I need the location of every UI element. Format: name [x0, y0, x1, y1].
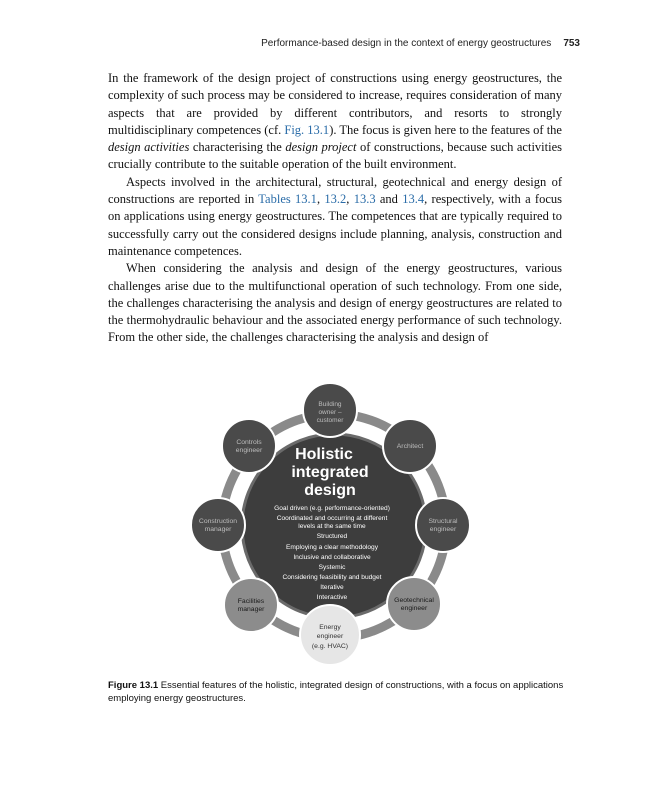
feature-item: Employing a clear methodology: [286, 544, 378, 551]
paragraph-3: When considering the analysis and design of the energy geostructures, various challenges arise due to the multifunctional operation of such technology. From one side, the challenges characterising the analysis and design of energy geostructures are related to the thermohydraulic behaviour and the associated energy performance of such technology. From the other side, the challenges characterising the analysis and design of: [108, 261, 562, 345]
feature-item: levels at the same time: [298, 523, 366, 530]
feature-item: Iterative: [320, 584, 344, 591]
center-title-line-2: integrated: [291, 464, 369, 481]
node-energy-engineer: [300, 605, 360, 665]
p1-text-c: characterising the: [189, 140, 286, 155]
feature-item: Inclusive and collaborative: [293, 554, 371, 561]
p1-text-a: In the framework of the design project of constructions using energy geostructures, the complexity of such process may be considered to increase, requires consideration of many aspects that are provided by different contributors, and resorts to strongly multidisciplinary competences (cf.: [108, 71, 562, 137]
p2-text-a: Aspects involved in the architectural, structural, geotechnical and energy design of constructions are reported in: [108, 174, 562, 207]
p1-text-b: ). The focus is given here to the features of the: [329, 122, 562, 137]
node-label: Energy: [319, 624, 341, 631]
node-label: owner –: [318, 409, 342, 416]
running-title: Performance-based design in the context of energy geostructures: [261, 38, 552, 49]
node-architect: [383, 419, 437, 473]
p2-text-b: , respectively, with a focus on applications using energy geostructures. The competences that are typically required to successfully carry out the considered designs include planning, analysis, construction and maintenance competences.: [108, 192, 563, 258]
running-header: [0, 38, 580, 49]
node-label: engineer: [429, 526, 457, 533]
node-building-owner: [303, 383, 357, 437]
node-label: Controls: [236, 439, 262, 446]
node-label: engineer: [400, 605, 428, 612]
node-label: manager: [204, 526, 232, 533]
p2-sep-2: ,: [346, 192, 354, 207]
feature-item: Goal driven (e.g. performance-oriented): [274, 505, 390, 512]
figure-diagram: [184, 380, 484, 670]
table-link-3[interactable]: 13.3: [353, 192, 376, 207]
p1-text-d: of constructions, because such activities crucially contribute to the suitable operation of the built environment.: [108, 140, 562, 172]
feature-item: Considering feasibility and budget: [282, 574, 382, 581]
page-number: 753: [563, 38, 580, 49]
p1-emphasis-2: design project: [285, 140, 357, 155]
node-label: Geotechnical: [394, 597, 434, 604]
p2-sep-1: ,: [316, 192, 325, 207]
node-label: Structural: [428, 518, 458, 525]
node-label: Construction: [198, 518, 238, 525]
table-link-4[interactable]: 13.4: [402, 192, 425, 207]
figure-link[interactable]: Fig. 13.1: [284, 122, 330, 137]
node-label: engineer: [235, 447, 263, 454]
node-label: Building: [318, 401, 342, 408]
figure-caption: [108, 679, 570, 705]
paragraph-2: [108, 174, 562, 260]
feature-item: Structured: [316, 533, 348, 540]
node-label: engineer: [316, 633, 344, 640]
node-label: (e.g. HVAC): [311, 643, 349, 650]
holistic-design-diagram: [184, 380, 484, 670]
body-text: [108, 70, 562, 347]
feature-item: Coordinated and occurring at different: [276, 515, 388, 522]
caption-text: Essential features of the holistic, integrated design of constructions, with a focus on applications employing energy geostructures.: [108, 680, 564, 704]
node-facilities-manager: [224, 578, 278, 632]
center-title-line-3: design: [304, 482, 356, 499]
table-link-2[interactable]: 13.2: [324, 192, 347, 207]
node-structural-engineer: [416, 498, 470, 552]
paragraph-1: [108, 70, 562, 174]
node-label: Architect: [396, 443, 424, 450]
node-geotechnical-engineer: [387, 577, 441, 631]
node-label: manager: [237, 606, 265, 613]
node-construction-manager: [191, 498, 245, 552]
p1-emphasis-1: design activities: [108, 140, 190, 155]
p2-sep-3: and: [375, 192, 403, 207]
caption-label: Figure 13.1: [108, 680, 159, 691]
feature-item: Interactive: [316, 594, 348, 601]
node-label: Facilities: [237, 598, 265, 605]
node-label: customer: [316, 417, 344, 424]
table-link-1[interactable]: Tables 13.1: [258, 192, 317, 207]
node-controls-engineer: [222, 419, 276, 473]
feature-item: Systemic: [318, 564, 346, 571]
center-title-line-1: Holistic: [295, 446, 353, 463]
